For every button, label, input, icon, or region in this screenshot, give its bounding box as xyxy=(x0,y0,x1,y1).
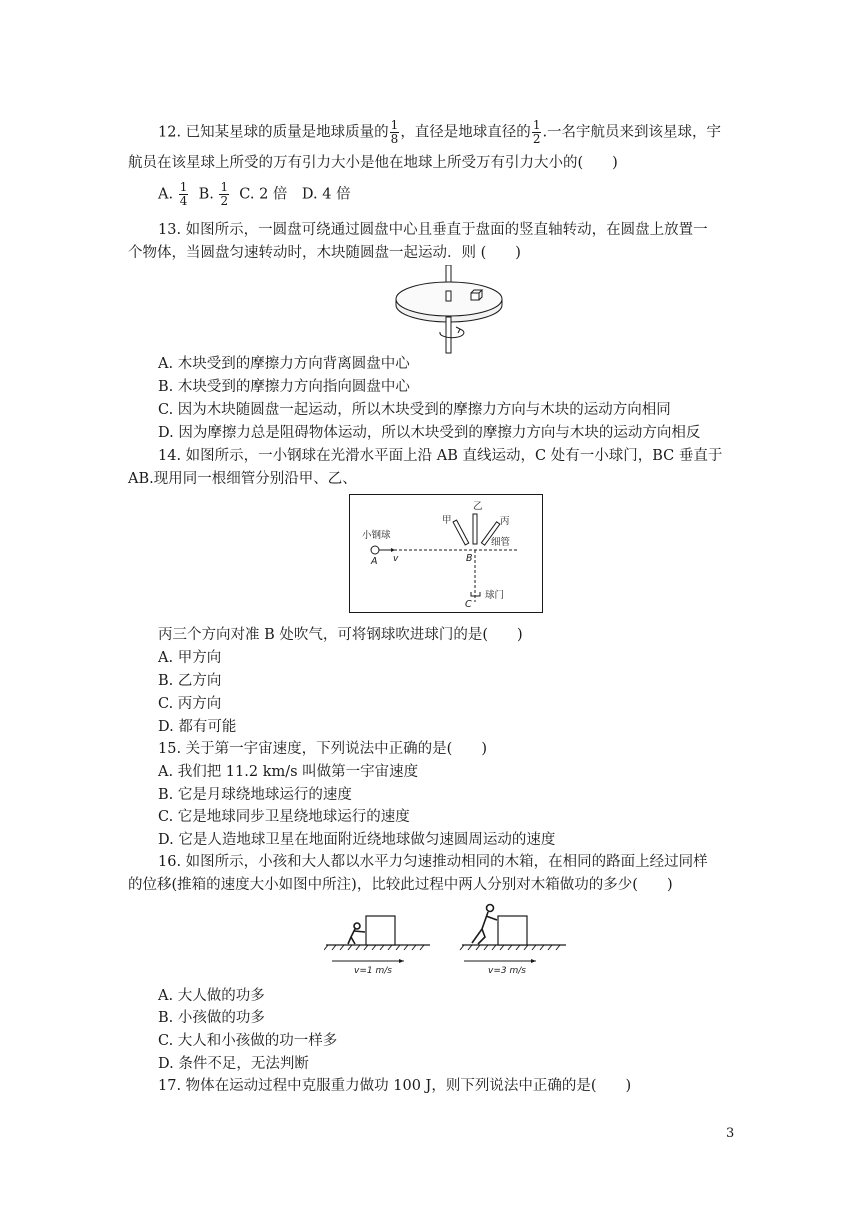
pushing-box-figure xyxy=(324,901,568,979)
label-velocity: v xyxy=(393,554,399,564)
label-bing: 丙 xyxy=(500,516,510,527)
q12-stem-line2: 航员在该星球上所受的万有引力大小是他在地球上所受万有引力大小的( ) xyxy=(128,155,618,171)
q14-option-a: A. 甲方向 xyxy=(158,650,222,666)
q13-option-c: C. 因为木块随圆盘一起运动，所以木块受到的摩擦力方向与木块的运动方向相同 xyxy=(158,402,671,418)
q14-stem-line2: AB.现用同一根细管分别沿甲、乙、 xyxy=(128,471,357,487)
q13-stem-line2: 个物体，当圆盘匀速转动时，木块随圆盘一起运动．则 ( ) xyxy=(128,245,521,261)
q14-stem-line3: 丙三个方向对准 B 处吹气，可将钢球吹进球门的是( ) xyxy=(158,627,523,643)
q12-options: A. $\frac{1}{4}$ B. $\frac{1}{2}$ C. 2 倍 D. 4 倍 xyxy=(158,180,351,208)
q14-option-c: C. 丙方向 xyxy=(158,696,222,712)
q12-stem-line1: 12. 已知某星球的质量是地球质量的 $\frac{1}{8}$ ，直径是地球直径的 $\frac{1}{2}$ .一名宇航员来到该星球，宇 xyxy=(158,118,722,146)
q15-option-d: D. 它是人造地球卫星在地面附近绕地球做匀速圆周运动的速度 xyxy=(158,832,556,848)
page-number: 3 xyxy=(726,1126,735,1141)
q15-option-a: A. 我们把 11.2 km/s 叫做第一宇宙速度 xyxy=(158,764,419,780)
q16-option-c: C. 大人和小孩做的功一样多 xyxy=(158,1033,338,1049)
label-jia: 甲 xyxy=(442,515,452,526)
label-tube: 细管 xyxy=(491,537,511,548)
steel-ball-figure xyxy=(349,494,543,618)
label-small-steel-ball: 小钢球 xyxy=(362,530,391,541)
q14-stem-line1: 14. 如图所示，一小钢球在光滑水平面上沿 AB 直线运动，C 处有一小球门，BC 垂直于 xyxy=(158,448,723,464)
q16-option-b: B. 小孩做的功多 xyxy=(158,1010,265,1026)
q15-option-b: B. 它是月球绕地球运行的速度 xyxy=(158,787,352,803)
q14-option-b: B. 乙方向 xyxy=(158,673,222,689)
q13-option-d: D. 因为摩擦力总是阻碍物体运动，所以木块受到的摩擦力方向与木块的运动方向相反 xyxy=(158,425,701,441)
option-a-fraction: $\frac{1}{4}$ xyxy=(179,180,188,208)
q15-option-c: C. 它是地球同步卫星绕地球运行的速度 xyxy=(158,809,410,825)
q16-stem-line1: 16. 如图所示，小孩和大人都以水平力匀速推动相同的木箱，在相同的路面上经过同样 xyxy=(158,854,708,870)
fraction-one-eighth: $\frac{1}{8}$ xyxy=(390,118,399,146)
q16-option-d: D. 条件不足，无法判断 xyxy=(158,1056,309,1072)
q16-option-a: A. 大人做的功多 xyxy=(158,988,265,1004)
label-gate: 球门 xyxy=(485,590,505,601)
q13-option-b: B. 木块受到的摩擦力方向指向圆盘中心 xyxy=(158,379,410,395)
q16-stem-line2: 的位移(推箱的速度大小如图中所注)，比较此过程中两人分别对木箱做功的多少( ) xyxy=(128,877,673,893)
label-point-c: C xyxy=(465,599,472,610)
label-velocity-adult: v=3 m/s xyxy=(488,966,526,975)
option-b-fraction: $\frac{1}{2}$ xyxy=(220,180,229,208)
fraction-one-half: $\frac{1}{2}$ xyxy=(532,118,541,146)
label-point-a: A xyxy=(371,556,378,567)
label-velocity-child: v=1 m/s xyxy=(354,966,392,975)
label-point-b: B xyxy=(466,553,473,564)
q15-stem: 15. 关于第一宇宙速度，下列说法中正确的是( ) xyxy=(158,741,487,757)
q14-option-d: D. 都有可能 xyxy=(158,719,237,735)
label-yi: 乙 xyxy=(473,501,483,512)
q13-option-a: A. 木块受到的摩擦力方向背离圆盘中心 xyxy=(158,356,410,372)
q13-stem-line1: 13. 如图所示，一圆盘可绕通过圆盘中心且垂直于盘面的竖直轴转动，在圆盘上放置一 xyxy=(158,222,708,238)
rotating-disc-figure xyxy=(392,265,508,359)
q17-stem: 17. 物体在运动过程中克服重力做功 100 J，则下列说法中正确的是( ) xyxy=(158,1078,632,1094)
